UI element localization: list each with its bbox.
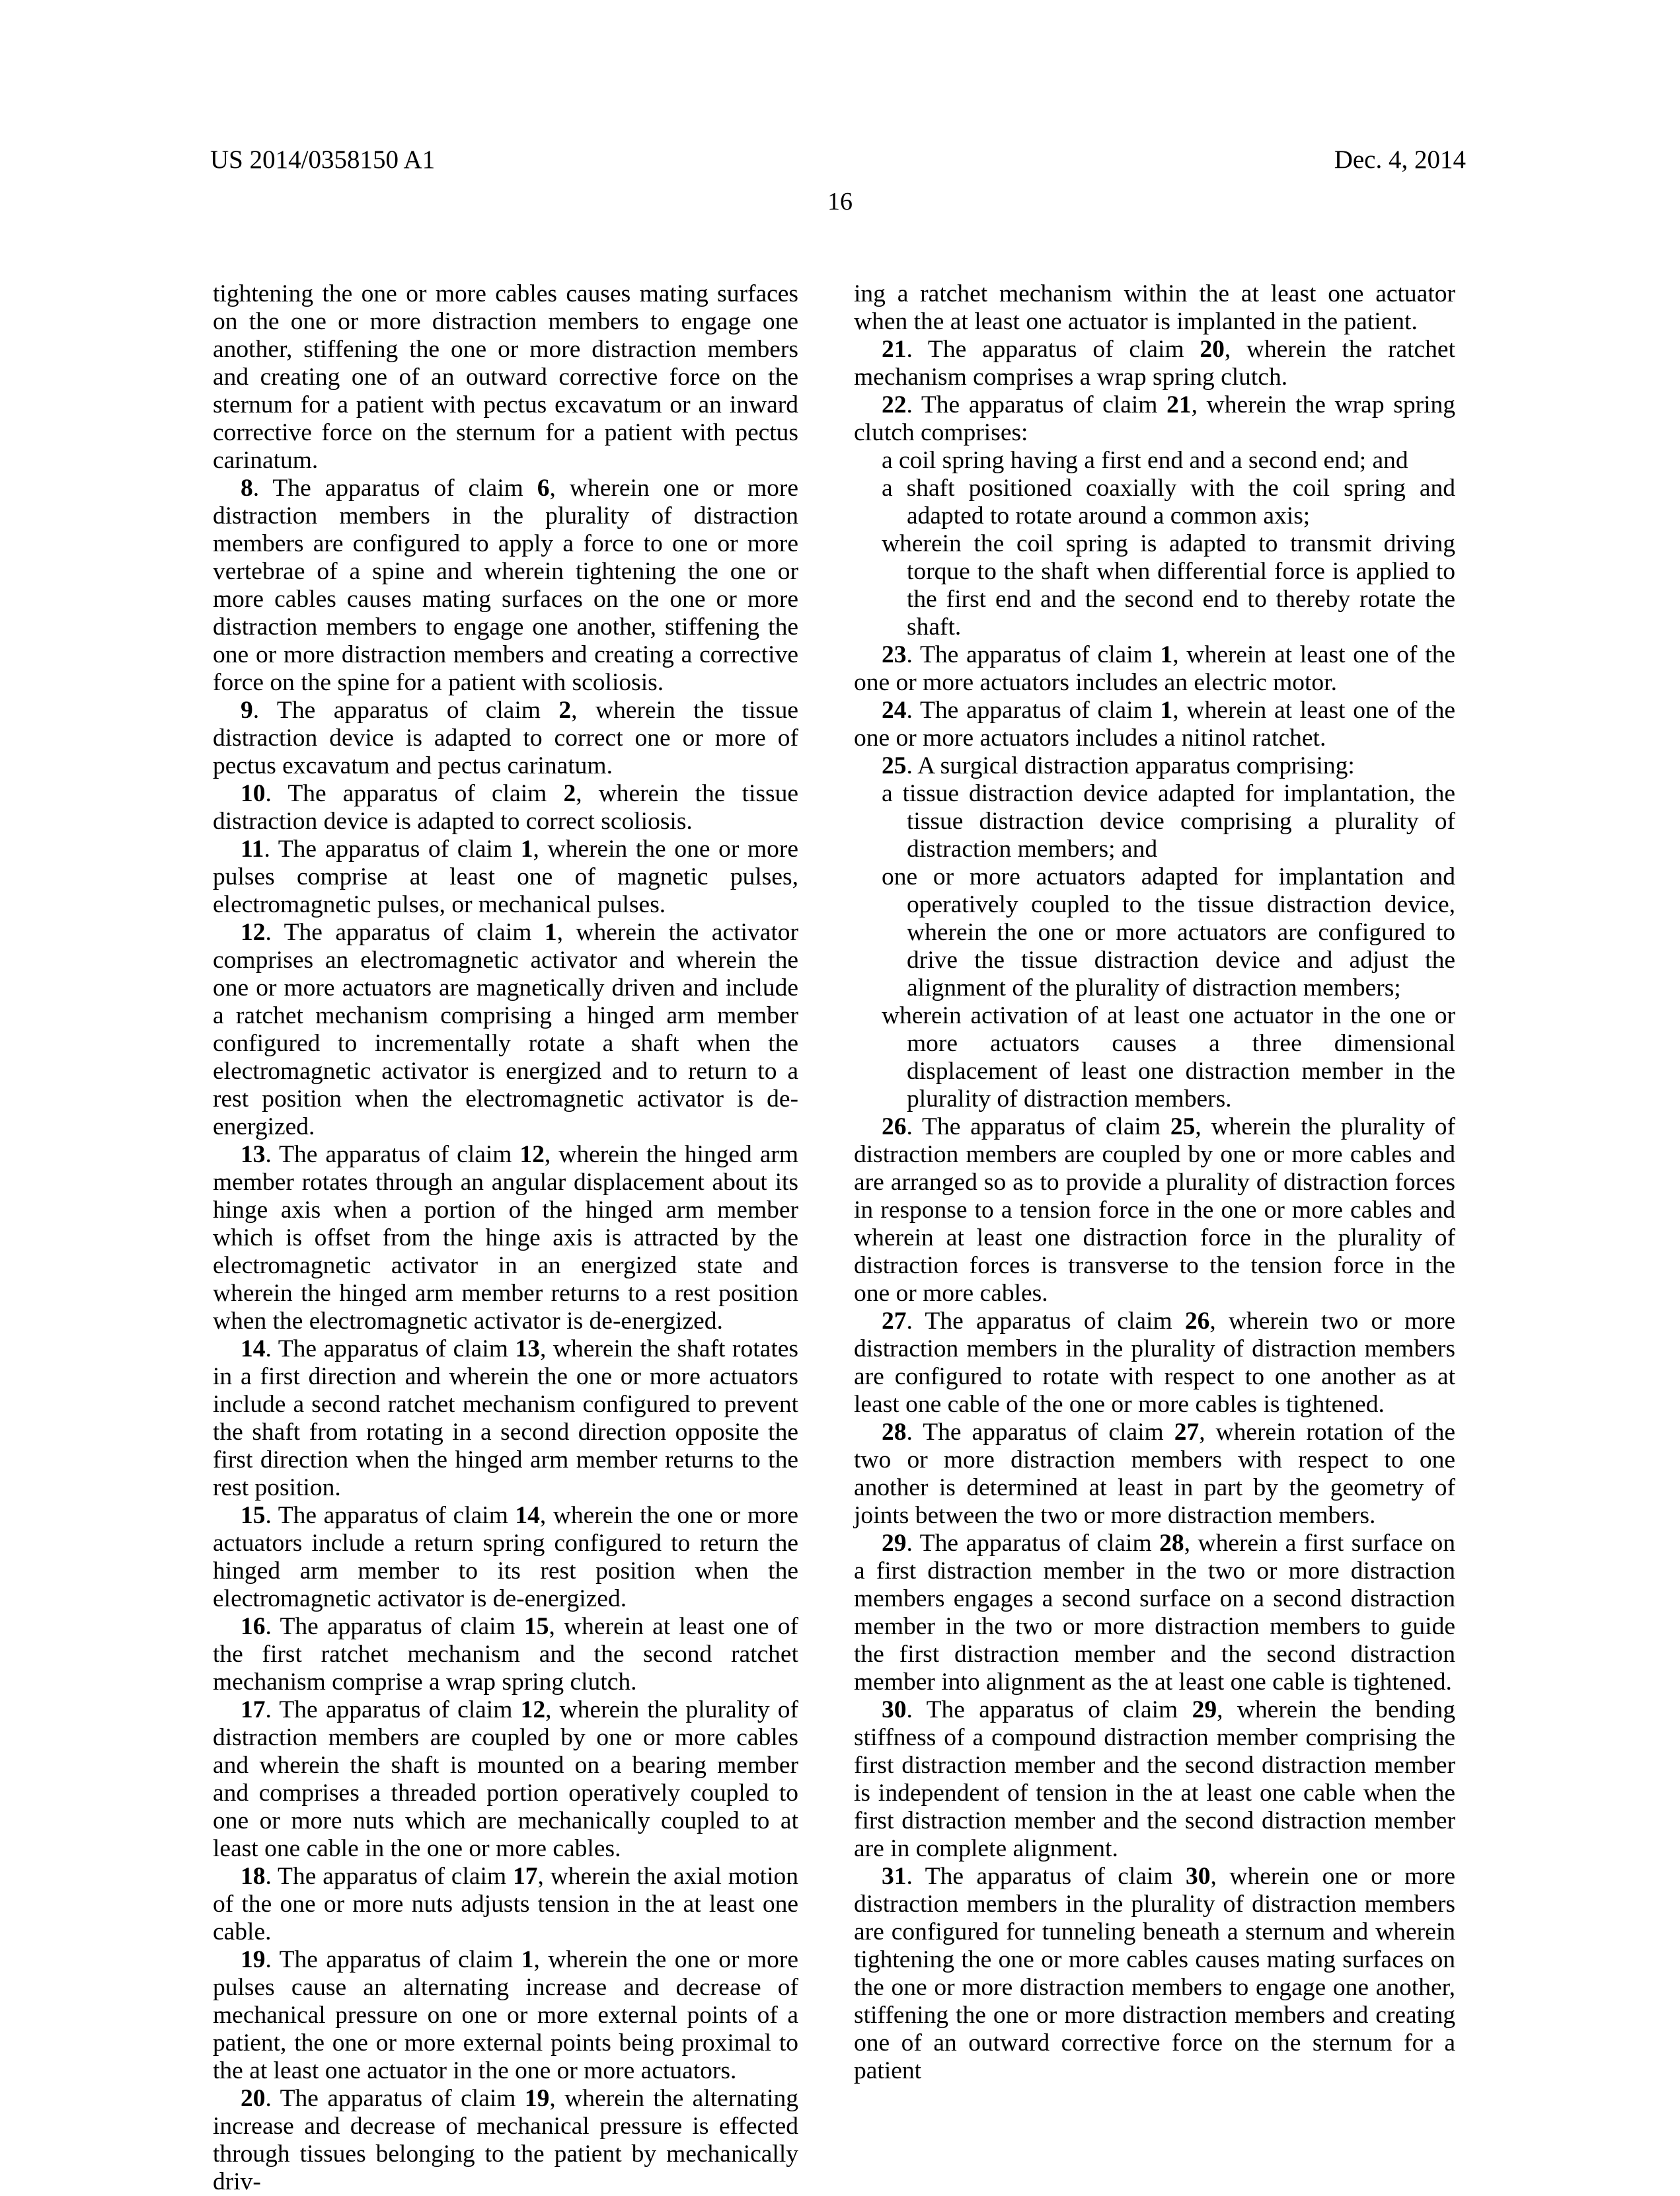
claim-text: . The apparatus of claim bbox=[264, 836, 521, 863]
claim-number: 19 bbox=[524, 2085, 550, 2112]
claim-text: , wherein the ratchet mechanism comprises a wrap spring clutch. bbox=[854, 336, 1455, 391]
claim-text: . The apparatus of claim bbox=[265, 1863, 513, 1890]
claim-text: . The apparatus of claim bbox=[252, 475, 537, 502]
claim-number: 17 bbox=[241, 1696, 266, 1723]
claim-paragraph bbox=[854, 1696, 1455, 1863]
claim-text: . The apparatus of claim bbox=[265, 1696, 521, 1723]
claims-body bbox=[213, 280, 1455, 2196]
claim-number: 13 bbox=[241, 1141, 266, 1168]
claim-number: 1 bbox=[1160, 697, 1173, 724]
claim-number: 9 bbox=[241, 697, 253, 724]
claim-paragraph bbox=[854, 1113, 1455, 1308]
claim-text: . The apparatus of claim bbox=[265, 1946, 521, 1973]
claim-number: 14 bbox=[515, 1502, 540, 1529]
claim-text: , wherein the tissue distraction device is adapted to correct scoliosis. bbox=[213, 780, 798, 835]
claim-number: 25 bbox=[1170, 1113, 1196, 1140]
claim-text: . The apparatus of claim bbox=[906, 697, 1161, 724]
claim-paragraph bbox=[854, 1530, 1455, 1696]
claim-number: 20 bbox=[1200, 336, 1225, 363]
page-header bbox=[210, 145, 1466, 175]
claim-text: . The apparatus of claim bbox=[265, 1335, 515, 1362]
claim-text: , wherein the activator comprises an electromagnetic activator and wherein the one or more actuators are magnetically driven and include a ratchet mechanism comprising a hinged arm member configured to incrementally rotate a shaft when the electromagnetic activator is energized and to return to a rest position when the electromagnetic activator is de-energized. bbox=[213, 919, 798, 1140]
claim-paragraph bbox=[213, 836, 798, 919]
claim-paragraph bbox=[213, 1946, 798, 2085]
claim-number: 21 bbox=[882, 336, 907, 363]
claim-paragraph bbox=[213, 780, 798, 836]
claim-paragraph bbox=[854, 1863, 1455, 2085]
claim-text: a coil spring having a first end and a second end; and bbox=[882, 447, 1408, 474]
claim-number: 16 bbox=[241, 1613, 266, 1640]
claim-number: 12 bbox=[241, 919, 266, 946]
claim-text: . The apparatus of claim bbox=[906, 391, 1167, 418]
claim-text: , wherein the wrap spring clutch comprises: bbox=[854, 391, 1455, 446]
claim-text: . A surgical distraction apparatus comprising: bbox=[906, 752, 1355, 779]
claim-number: 20 bbox=[241, 2085, 266, 2112]
claim-number: 27 bbox=[882, 1308, 907, 1335]
claim-number: 13 bbox=[515, 1335, 540, 1362]
claim-number: 31 bbox=[882, 1863, 907, 1890]
claim-number: 6 bbox=[537, 475, 550, 502]
claim-element bbox=[882, 530, 1455, 641]
claim-number: 29 bbox=[882, 1530, 907, 1557]
claim-text: . The apparatus of claim bbox=[906, 1530, 1160, 1557]
claim-number: 15 bbox=[523, 1613, 549, 1640]
claim-number: 25 bbox=[882, 752, 907, 779]
claim-text: wherein the coil spring is adapted to transmit driving torque to the shaft when differential force is applied to the first end and the second end to thereby rotate the shaft. bbox=[882, 530, 1455, 641]
continuation-paragraph bbox=[213, 280, 798, 475]
claim-paragraph bbox=[854, 336, 1455, 391]
column-right bbox=[854, 280, 1455, 2196]
claim-text: . The apparatus of claim bbox=[265, 1613, 524, 1640]
claim-text: , wherein the axial motion of the one or more nuts adjusts tension in the at least one cable. bbox=[213, 1863, 798, 1945]
claim-text: , wherein a first surface on a first distraction member in the two or more distraction members engages a second surface on a second distraction member in the two or more distraction members to guide the first distraction member and the second distraction member into alignment as the at least one cable is tightened. bbox=[854, 1530, 1455, 1696]
claim-text: , wherein two or more distraction members in the plurality of distraction members are configured to rotate with respect to one another as at least one cable of the one or more cables is tightened. bbox=[854, 1308, 1455, 1418]
claim-number: 1 bbox=[520, 836, 533, 863]
claim-text: , wherein the plurality of distraction members are coupled by one or more cables and are arranged so as to provide a plurality of distraction forces in response to a tension force in the one or more cables and wherein at least one distraction force in the plurality of distraction forces is transverse to the tension force in the one or more cables. bbox=[854, 1113, 1455, 1307]
continuation-paragraph bbox=[854, 280, 1455, 336]
claim-number: 26 bbox=[1184, 1308, 1210, 1335]
claim-text: . The apparatus of claim bbox=[906, 641, 1161, 668]
claim-text: one or more actuators adapted for implantation and operatively coupled to the tissue distraction device, wherein the one or more actuators are configured to drive the tissue distraction device and adjust the alignment of the plurality of distraction members; bbox=[882, 863, 1455, 1001]
claim-number: 27 bbox=[1174, 1419, 1200, 1446]
claim-text: . The apparatus of claim bbox=[906, 336, 1200, 363]
claim-paragraph bbox=[213, 2085, 798, 2196]
claim-text: . The apparatus of claim bbox=[265, 2085, 525, 2112]
claim-number: 29 bbox=[1192, 1696, 1217, 1723]
claim-text: . The apparatus of claim bbox=[265, 919, 545, 946]
claim-element bbox=[882, 1002, 1455, 1113]
claim-text: tightening the one or more cables causes mating surfaces on the one or more distraction members to engage one another, stiffening the one or more distraction members and creating one of an outward corrective force on the sternum for a patient with pectus excavatum or an inward corrective force on the sternum for a patient with pectus carinatum. bbox=[213, 280, 798, 474]
claim-number: 1 bbox=[1160, 641, 1173, 668]
claim-text: . The apparatus of claim bbox=[906, 1696, 1192, 1723]
claim-text: . The apparatus of claim bbox=[906, 1113, 1170, 1140]
claim-text: , wherein the shaft rotates in a first direction and wherein the one or more actuators include a second ratchet mechanism configured to prevent the shaft from rotating in a second direction opposite the first direction when the hinged arm member returns to the rest position. bbox=[213, 1335, 798, 1501]
claim-number: 26 bbox=[882, 1113, 907, 1140]
claim-number: 2 bbox=[558, 697, 572, 724]
claim-number: 19 bbox=[241, 1946, 266, 1973]
claim-text: . The apparatus of claim bbox=[252, 697, 559, 724]
claim-paragraph bbox=[854, 1308, 1455, 1419]
claim-paragraph bbox=[213, 1335, 798, 1502]
claim-number: 8 bbox=[241, 475, 253, 502]
claim-number: 10 bbox=[241, 780, 266, 807]
claim-text: , wherein one or more distraction members in the plurality of distraction members are configured to apply a force to one or more vertebrae of a spine and wherein tightening the one or more cables causes mating surfaces on the one or more distraction members to engage one another, stiffening the one or more distraction members and creating a corrective force on the spine for a patient with scoliosis. bbox=[213, 475, 798, 696]
claim-paragraph bbox=[213, 1613, 798, 1696]
claim-number: 1 bbox=[521, 1946, 534, 1973]
claim-paragraph bbox=[854, 641, 1455, 697]
claim-paragraph bbox=[213, 475, 798, 697]
claim-paragraph bbox=[854, 391, 1455, 447]
claim-text: , wherein the one or more actuators include a return spring configured to return the hinged arm member to its rest position when the electromagnetic activator is de-energized. bbox=[213, 1502, 798, 1612]
claim-text: , wherein at least one of the one or more actuators includes a nitinol ratchet. bbox=[854, 697, 1455, 752]
claim-text: . The apparatus of claim bbox=[265, 1502, 515, 1529]
claim-number: 12 bbox=[520, 1696, 546, 1723]
claim-paragraph bbox=[213, 1863, 798, 1946]
claim-text: . The apparatus of claim bbox=[906, 1308, 1185, 1335]
claim-number: 23 bbox=[882, 641, 907, 668]
claim-paragraph bbox=[213, 919, 798, 1141]
claim-paragraph bbox=[213, 1502, 798, 1613]
claim-number: 22 bbox=[882, 391, 907, 418]
column-left bbox=[213, 280, 798, 2196]
claim-number: 21 bbox=[1166, 391, 1192, 418]
claim-text: a tissue distraction device adapted for implantation, the tissue distraction device comprising a plurality of distraction members; and bbox=[882, 780, 1455, 863]
claim-number: 24 bbox=[882, 697, 907, 724]
claim-text: , wherein one or more distraction members in the plurality of distraction members are configured for tunneling beneath a sternum and wherein tightening the one or more cables causes mating surfaces on the one or more distraction members to engage one another, stiffening the one or more distraction members and creating one of an outward corrective force on the sternum for a patient bbox=[854, 1863, 1455, 2084]
claim-paragraph bbox=[213, 1696, 798, 1863]
claim-number: 30 bbox=[1186, 1863, 1211, 1890]
claim-text: , wherein the hinged arm member rotates through an angular displacement about its hinge axis when a portion of the hinged arm member which is offset from the hinge axis is attracted by the electromagnetic activator in an energized state and wherein the hinged arm member returns to a rest position when the electromagnetic activator is de-energized. bbox=[213, 1141, 799, 1335]
claim-number: 28 bbox=[882, 1419, 907, 1446]
claim-paragraph bbox=[213, 697, 798, 780]
claim-element bbox=[882, 780, 1455, 863]
claim-text: , wherein the tissue distraction device is adapted to correct one or more of pectus excavatum and pectus carinatum. bbox=[213, 697, 798, 779]
claim-text: . The apparatus of claim bbox=[265, 1141, 520, 1168]
claim-element bbox=[882, 863, 1455, 1002]
claim-element bbox=[882, 475, 1455, 530]
claim-text: , wherein the bending stiffness of a compound distraction member comprising the first distraction member and the second distraction member is independent of tension in the at least one cable when the first distraction member and the second distraction member are in complete alignment. bbox=[854, 1696, 1455, 1862]
claim-number: 15 bbox=[241, 1502, 266, 1529]
claim-paragraph bbox=[213, 1141, 798, 1335]
claim-number: 18 bbox=[241, 1863, 266, 1890]
claim-text: . The apparatus of claim bbox=[906, 1863, 1186, 1890]
claim-number: 12 bbox=[519, 1141, 545, 1168]
claim-paragraph bbox=[854, 697, 1455, 752]
claim-number: 17 bbox=[512, 1863, 538, 1890]
claim-element bbox=[882, 447, 1455, 475]
claim-number: 2 bbox=[563, 780, 576, 807]
claim-number: 1 bbox=[544, 919, 557, 946]
claim-text: , wherein rotation of the two or more distraction members with respect to one another is determined at least in part by the geometry of joints between the two or more distraction members. bbox=[854, 1419, 1456, 1529]
claim-paragraph bbox=[854, 1419, 1455, 1530]
claim-number: 30 bbox=[882, 1696, 907, 1723]
claim-text: . The apparatus of claim bbox=[265, 780, 564, 807]
claim-text: a shaft positioned coaxially with the coil spring and adapted to rotate around a common axis; bbox=[882, 475, 1455, 529]
claim-number: 28 bbox=[1159, 1530, 1184, 1557]
claim-number: 11 bbox=[241, 836, 264, 863]
claim-paragraph bbox=[854, 752, 1455, 780]
claim-text: , wherein the plurality of distraction members are coupled by one or more cables and wherein the shaft is mounted on a bearing member and comprises a threaded portion operatively coupled to one or more nuts which are mechanically coupled to at least one cable in the one or more cables. bbox=[213, 1696, 798, 1862]
publication-date: Dec. 4, 2014 bbox=[1334, 145, 1466, 174]
claim-text: wherein activation of at least one actuator in the one or more actuators causes a three dimensional displacement of least one distraction member in the plurality of distraction members. bbox=[882, 1002, 1455, 1113]
claim-text: , wherein the one or more pulses cause an alternating increase and decrease of mechanical pressure on one or more external points of a patient, the one or more external points being proximal to the at least one actuator in the one or more actuators. bbox=[213, 1946, 798, 2084]
claim-text: . The apparatus of claim bbox=[906, 1419, 1174, 1446]
page-number: 16 bbox=[827, 188, 853, 216]
claim-text: ing a ratchet mechanism within the at least one actuator when the at least one actuator is implanted in the patient. bbox=[854, 280, 1455, 335]
claim-text: , wherein at least one of the first ratchet mechanism and the second ratchet mechanism comprise a wrap spring clutch. bbox=[213, 1613, 798, 1696]
claim-number: 14 bbox=[241, 1335, 266, 1362]
claim-text: , wherein the alternating increase and decrease of mechanical pressure is effected through tissues belonging to the patient by mechanically driv- bbox=[213, 2085, 799, 2195]
publication-number: US 2014/0358150 A1 bbox=[210, 145, 436, 174]
claim-text: , wherein the one or more pulses comprise at least one of magnetic pulses, electromagnetic pulses, or mechanical pulses. bbox=[213, 836, 798, 918]
claim-text: , wherein at least one of the one or more actuators includes an electric motor. bbox=[854, 641, 1455, 696]
